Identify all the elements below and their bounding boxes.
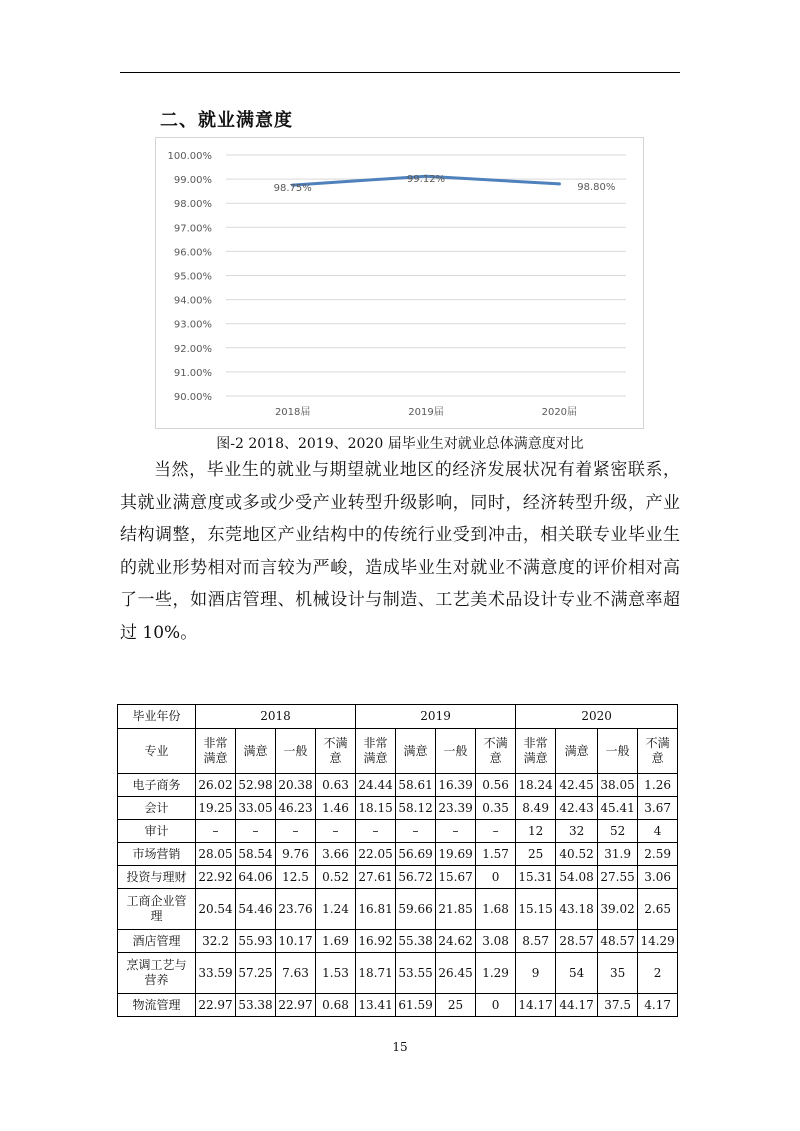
value-cell: 37.5 xyxy=(598,994,638,1017)
value-cell: 48.57 xyxy=(598,930,638,953)
value-cell: 18.15 xyxy=(356,797,396,820)
value-cell: 1.24 xyxy=(316,889,356,930)
y-tick-label: 94.00% xyxy=(173,295,212,307)
value-cell: 28.57 xyxy=(556,930,598,953)
value-cell: 45.41 xyxy=(598,797,638,820)
value-cell: 8.57 xyxy=(516,930,556,953)
figure-caption: 图-2 2018、2019、2020 届毕业生对就业总体满意度对比 xyxy=(216,436,584,452)
header-year-label: 毕业年份 xyxy=(118,705,196,729)
value-cell: 2.59 xyxy=(638,843,678,866)
y-tick-label: 100.00% xyxy=(167,151,212,162)
major-cell: 酒店管理 xyxy=(118,930,196,953)
x-tick-label: 2020届 xyxy=(541,407,578,418)
value-cell: – xyxy=(236,820,276,843)
value-cell: 23.39 xyxy=(436,797,476,820)
body-paragraph xyxy=(120,454,680,649)
y-tick-label: 98.00% xyxy=(173,199,212,211)
major-cell: 烹调工艺与 营养 xyxy=(118,953,196,994)
value-cell: 8.49 xyxy=(516,797,556,820)
data-label: 98.75% xyxy=(273,183,312,195)
value-cell: 42.45 xyxy=(556,774,598,797)
value-cell: 12.5 xyxy=(276,866,316,889)
table-row xyxy=(118,953,678,994)
value-cell: 16.92 xyxy=(356,930,396,953)
major-cell: 工商企业管 理 xyxy=(118,889,196,930)
table-row xyxy=(118,930,678,953)
value-cell: 26.45 xyxy=(436,953,476,994)
value-cell: 1.53 xyxy=(316,953,356,994)
value-cell: 22.97 xyxy=(196,994,236,1017)
value-cell: 44.17 xyxy=(556,994,598,1017)
satisfaction-line-chart xyxy=(155,137,644,429)
value-cell: 7.63 xyxy=(276,953,316,994)
value-cell: 59.66 xyxy=(396,889,436,930)
value-cell: 16.39 xyxy=(436,774,476,797)
value-cell: 23.76 xyxy=(276,889,316,930)
header-rule xyxy=(120,72,680,73)
value-cell: 24.44 xyxy=(356,774,396,797)
value-cell: 55.93 xyxy=(236,930,276,953)
value-cell: 19.69 xyxy=(436,843,476,866)
major-cell: 审计 xyxy=(118,820,196,843)
data-label: 98.80% xyxy=(577,181,616,193)
subheader-cell: 一般 xyxy=(436,729,476,774)
value-cell: 57.25 xyxy=(236,953,276,994)
major-cell: 投资与理财 xyxy=(118,866,196,889)
value-cell: 4.17 xyxy=(638,994,678,1017)
value-cell: 18.71 xyxy=(356,953,396,994)
value-cell: 0.68 xyxy=(316,994,356,1017)
y-tick-label: 92.00% xyxy=(173,343,212,355)
value-cell: 9.76 xyxy=(276,843,316,866)
subheader-cell: 非常 满意 xyxy=(516,729,556,774)
value-cell: 61.59 xyxy=(396,994,436,1017)
value-cell: 25 xyxy=(516,843,556,866)
value-cell: 39.02 xyxy=(598,889,638,930)
major-cell: 会计 xyxy=(118,797,196,820)
value-cell: 25 xyxy=(436,994,476,1017)
y-tick-label: 96.00% xyxy=(173,247,212,259)
data-label: 99.12% xyxy=(406,174,446,186)
value-cell: 9 xyxy=(516,953,556,994)
value-cell: 1.26 xyxy=(638,774,678,797)
subheader-cell: 不满 意 xyxy=(638,729,678,774)
value-cell: 0 xyxy=(476,994,516,1017)
value-cell: 3.66 xyxy=(316,843,356,866)
y-tick-label: 93.00% xyxy=(173,319,212,331)
value-cell: 31.9 xyxy=(598,843,638,866)
value-cell: 32.2 xyxy=(196,930,236,953)
value-cell: 26.02 xyxy=(196,774,236,797)
table-row xyxy=(118,843,678,866)
value-cell: 21.85 xyxy=(436,889,476,930)
value-cell: 12 xyxy=(516,820,556,843)
value-cell: – xyxy=(316,820,356,843)
value-cell: 14.29 xyxy=(638,930,678,953)
value-cell: – xyxy=(436,820,476,843)
table-subheader-row xyxy=(118,729,678,774)
value-cell: 14.17 xyxy=(516,994,556,1017)
value-cell: 3.67 xyxy=(638,797,678,820)
value-cell: 40.52 xyxy=(556,843,598,866)
subheader-cell: 非常 满意 xyxy=(356,729,396,774)
year-header: 2018 xyxy=(196,705,356,729)
value-cell: – xyxy=(276,820,316,843)
subheader-cell: 一般 xyxy=(598,729,638,774)
value-cell: 0.35 xyxy=(476,797,516,820)
value-cell: – xyxy=(196,820,236,843)
value-cell: 24.62 xyxy=(436,930,476,953)
value-cell: – xyxy=(356,820,396,843)
value-cell: – xyxy=(476,820,516,843)
value-cell: 53.55 xyxy=(396,953,436,994)
table-row xyxy=(118,889,678,930)
value-cell: 38.05 xyxy=(598,774,638,797)
table-row xyxy=(118,797,678,820)
value-cell: 0.63 xyxy=(316,774,356,797)
value-cell: 35 xyxy=(598,953,638,994)
value-cell: 32 xyxy=(556,820,598,843)
value-cell: 54.46 xyxy=(236,889,276,930)
value-cell: 19.25 xyxy=(196,797,236,820)
value-cell: 1.68 xyxy=(476,889,516,930)
value-cell: 52 xyxy=(598,820,638,843)
value-cell: 42.43 xyxy=(556,797,598,820)
value-cell: 4 xyxy=(638,820,678,843)
value-cell: 58.12 xyxy=(396,797,436,820)
page-number: 15 xyxy=(392,1040,408,1054)
value-cell: 56.69 xyxy=(396,843,436,866)
table-row xyxy=(118,866,678,889)
value-cell: 52.98 xyxy=(236,774,276,797)
subheader-cell: 不满 意 xyxy=(476,729,516,774)
value-cell: 22.97 xyxy=(276,994,316,1017)
value-cell: 54 xyxy=(556,953,598,994)
value-cell: 10.17 xyxy=(276,930,316,953)
section-heading: 二、就业满意度 xyxy=(160,110,293,131)
y-tick-label: 95.00% xyxy=(173,271,212,283)
value-cell: 16.81 xyxy=(356,889,396,930)
value-cell: 56.72 xyxy=(396,866,436,889)
y-tick-label: 97.00% xyxy=(173,223,212,235)
value-cell: 3.08 xyxy=(476,930,516,953)
value-cell: 0 xyxy=(476,866,516,889)
major-cell: 市场营销 xyxy=(118,843,196,866)
table-row xyxy=(118,994,678,1017)
value-cell: 27.55 xyxy=(598,866,638,889)
value-cell: 20.38 xyxy=(276,774,316,797)
subheader-cell: 满意 xyxy=(396,729,436,774)
value-cell: 2.65 xyxy=(638,889,678,930)
value-cell: 55.38 xyxy=(396,930,436,953)
value-cell: – xyxy=(396,820,436,843)
value-cell: 13.41 xyxy=(356,994,396,1017)
value-cell: 1.69 xyxy=(316,930,356,953)
value-cell: 15.15 xyxy=(516,889,556,930)
x-tick-label: 2018届 xyxy=(274,407,311,418)
value-cell: 33.59 xyxy=(196,953,236,994)
table-row xyxy=(118,820,678,843)
value-cell: 22.05 xyxy=(356,843,396,866)
table-row xyxy=(118,774,678,797)
value-cell: 46.23 xyxy=(276,797,316,820)
value-cell: 20.54 xyxy=(196,889,236,930)
value-cell: 0.56 xyxy=(476,774,516,797)
value-cell: 1.46 xyxy=(316,797,356,820)
satisfaction-table xyxy=(117,704,678,1017)
data-point xyxy=(558,182,561,185)
value-cell: 0.52 xyxy=(316,866,356,889)
y-tick-label: 91.00% xyxy=(173,367,212,379)
major-cell: 物流管理 xyxy=(118,994,196,1017)
value-cell: 18.24 xyxy=(516,774,556,797)
value-cell: 22.92 xyxy=(196,866,236,889)
subheader-cell: 非常 满意 xyxy=(196,729,236,774)
major-cell: 电子商务 xyxy=(118,774,196,797)
y-tick-label: 99.00% xyxy=(173,175,212,187)
value-cell: 1.29 xyxy=(476,953,516,994)
value-cell: 1.57 xyxy=(476,843,516,866)
body-paragraph-text: 当然，毕业生的就业与期望就业地区的经济发展状况有着紧密联系，其就业满意度或多或少受产业转型升级影响，同时，经济转型升级，产业结构调整，东莞地区产业结构中的传统行业受到冲击，相关联专业毕业生的就业形势相对而言较为严峻，造成毕业生对就业不满意度的评价相对高了一些，如酒店管理、机械设计与制造、工艺美术品设计专业不满意率超过 10%。 xyxy=(120,460,680,643)
value-cell: 27.61 xyxy=(356,866,396,889)
value-cell: 15.31 xyxy=(516,866,556,889)
value-cell: 33.05 xyxy=(236,797,276,820)
value-cell: 43.18 xyxy=(556,889,598,930)
value-cell: 3.06 xyxy=(638,866,678,889)
year-header: 2020 xyxy=(516,705,678,729)
subheader-cell: 满意 xyxy=(236,729,276,774)
value-cell: 58.54 xyxy=(236,843,276,866)
subheader-cell: 一般 xyxy=(276,729,316,774)
value-cell: 2 xyxy=(638,953,678,994)
chart-svg xyxy=(156,138,643,428)
year-header: 2019 xyxy=(356,705,516,729)
subheader-cell: 不满 意 xyxy=(316,729,356,774)
value-cell: 15.67 xyxy=(436,866,476,889)
value-cell: 58.61 xyxy=(396,774,436,797)
header-major-label: 专业 xyxy=(118,729,196,774)
value-cell: 53.38 xyxy=(236,994,276,1017)
x-tick-label: 2019届 xyxy=(408,407,444,418)
value-cell: 28.05 xyxy=(196,843,236,866)
subheader-cell: 满意 xyxy=(556,729,598,774)
value-cell: 64.06 xyxy=(236,866,276,889)
y-tick-label: 90.00% xyxy=(173,392,212,403)
table-header-row xyxy=(118,705,678,729)
value-cell: 54.08 xyxy=(556,866,598,889)
